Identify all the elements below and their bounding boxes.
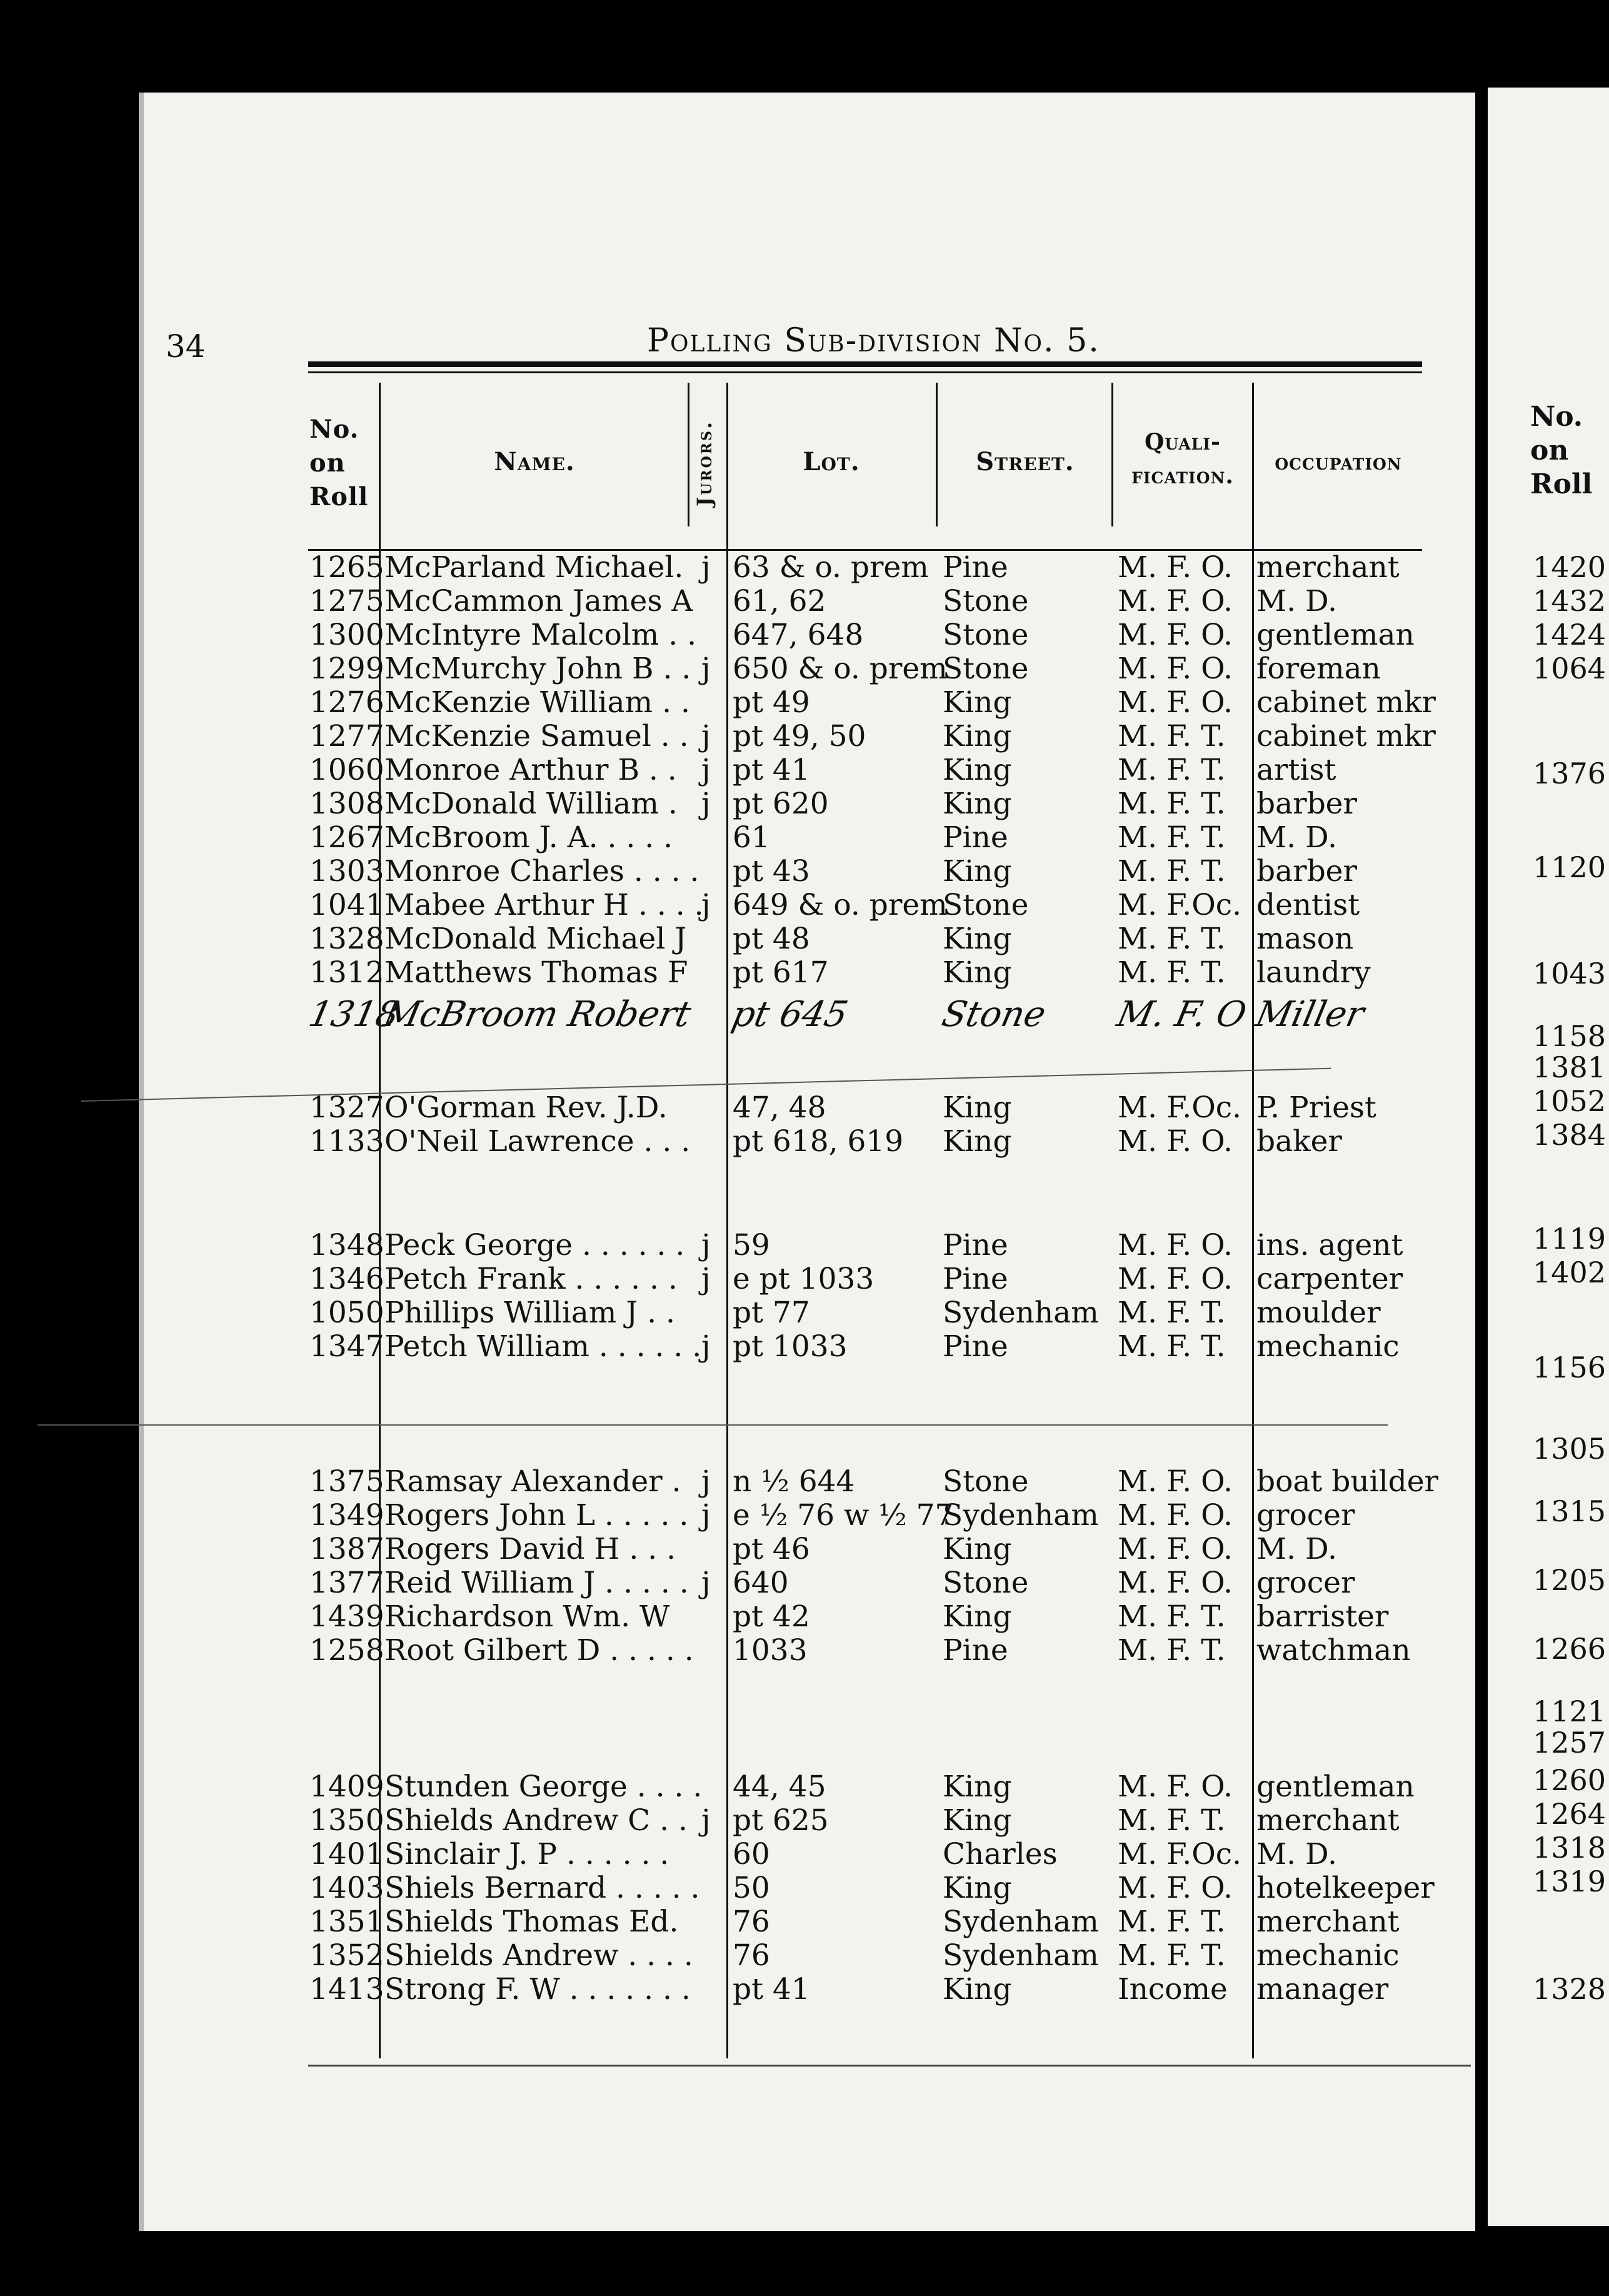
cell-qual: M. F.Oc. [1118,888,1242,922]
cell-no: 1347 [309,1329,384,1364]
adjacent-roll-number: 1156 [1533,1351,1606,1384]
cell-street: Sydenham [943,1498,1099,1533]
cell-occ: moulder [1256,1296,1381,1330]
cell-qual: M. F. O. [1118,1228,1233,1262]
adjacent-roll-number: 1264 [1533,1797,1606,1831]
cell-qual: M. F. T. [1118,1633,1226,1668]
cell-occ: baker [1256,1124,1342,1159]
cell-no: 1303 [309,854,384,889]
cell-lot: e pt 1033 [733,1262,875,1296]
cell-qual: M. F. O. [1118,1498,1233,1533]
cell-street: King [943,1770,1012,1804]
cell-j: j [701,787,711,821]
table-row [0,820,1438,854]
table-row [0,1803,1438,1837]
cell-no: 1439 [309,1599,384,1634]
cell-name: McIntyre Malcolm . . [384,618,697,652]
cell-name: McDonald Michael J [384,922,687,956]
cell-no: 1352 [309,1938,384,1973]
cell-occ: merchant [1256,550,1400,585]
cell-occ: cabinet mkr [1256,685,1436,720]
cell-occ: ins. agent [1256,1228,1403,1262]
cell-name: Phillips William J . . [384,1296,675,1330]
cell-street: Pine [943,1329,1008,1364]
cell-name: Peck George . . . . . . [384,1228,685,1262]
table-row [0,1770,1438,1803]
adjacent-roll-number: 1257 [1533,1726,1606,1760]
table-row [0,1124,1438,1158]
table-row [0,550,1438,584]
adjacent-roll-number: 1384 [1533,1118,1606,1152]
cell-street: Stone [938,994,1050,1035]
cell-no: 1375 [309,1464,384,1499]
cell-qual: M. F. O. [1118,1124,1233,1159]
cell-lot: pt 625 [733,1803,829,1838]
table-row [0,1871,1438,1905]
table-row [0,787,1438,820]
cell-name: O'Neil Lawrence . . . [384,1124,691,1159]
cell-occ: manager [1256,1972,1389,2006]
cell-lot: pt 49 [733,685,810,720]
table-row [0,1599,1438,1633]
table-row [0,1464,1438,1498]
adjacent-roll-number: 1420 [1533,550,1606,584]
cell-street: Stone [943,888,1029,922]
adjacent-roll-number: 1376 [1533,757,1606,790]
cell-qual: M. F. O. [1118,1566,1233,1600]
cell-name: Shields Andrew C . . [384,1803,688,1838]
cell-no: 1318 [305,994,403,1035]
cell-occ: M. D. [1256,1837,1337,1871]
cell-name: McKenzie William . . [384,685,690,720]
cell-no: 1350 [309,1803,384,1838]
cell-lot: 1033 [733,1633,808,1668]
table-row [0,1498,1438,1532]
cell-qual: M. F. T. [1118,1938,1226,1973]
cell-occ: grocer [1256,1566,1355,1600]
adjacent-roll-number: 1052 [1533,1084,1606,1118]
cell-lot: 50 [733,1871,770,1905]
table-row [0,888,1438,922]
cell-name: Rogers David H . . . [384,1532,676,1566]
pencil-line [38,1424,1388,1426]
cell-lot: 59 [733,1228,770,1262]
cell-name: O'Gorman Rev. J.D. [384,1090,668,1125]
cell-street: Pine [943,1262,1008,1296]
cell-occ: barrister [1256,1599,1389,1634]
cell-street: Pine [943,1228,1008,1262]
cell-lot: 44, 45 [733,1770,826,1804]
cell-street: King [943,719,1012,753]
cell-lot: 640 [733,1566,789,1600]
cell-no: 1327 [309,1090,384,1125]
page-number: 34 [166,328,206,365]
cell-occ: watchman [1256,1633,1411,1668]
table-row [0,1090,1438,1124]
cell-occ: M. D. [1256,584,1337,618]
table-row [0,1905,1438,1938]
cell-occ: mechanic [1256,1938,1400,1973]
cell-lot: 47, 48 [733,1090,826,1125]
cell-qual: M. F. O. [1118,1262,1233,1296]
cell-occ: M. D. [1256,1532,1337,1566]
cell-name: Shields Andrew . . . . [384,1938,693,1973]
header-rule-thin [308,371,1422,373]
cell-name: McDonald William . [384,787,678,821]
cell-no: 1267 [309,820,384,855]
col-header-street: Street. [976,447,1075,476]
cell-qual: M. F. O. [1118,1532,1233,1566]
cell-street: Stone [943,618,1029,652]
table-row [0,719,1438,753]
cell-j: j [701,888,711,922]
cell-street: King [943,1599,1012,1634]
cell-qual: M. F. O. [1118,584,1233,618]
cell-occ: carpenter [1256,1262,1403,1296]
cell-qual: M. F. O. [1118,685,1233,720]
cell-lot: n ½ 644 [733,1464,855,1499]
adjacent-roll-number: 1381 [1533,1050,1606,1084]
cell-no: 1403 [309,1871,384,1905]
table-row [0,1566,1438,1599]
cell-street: King [943,1532,1012,1566]
cell-name: Monroe Charles . . . . [384,854,699,889]
cell-qual: M. F. T. [1118,1905,1226,1939]
table-row [0,753,1438,787]
cell-occ: gentleman [1256,1770,1415,1804]
cell-lot: 60 [733,1837,770,1871]
table-row [0,618,1438,652]
header-rule [308,361,1422,367]
cell-street: King [943,854,1012,889]
table-row [0,922,1438,955]
cell-no: 1328 [309,922,384,956]
cell-lot: 61, 62 [733,584,826,618]
adjacent-roll-number: 1119 [1533,1222,1606,1256]
cell-occ: mechanic [1256,1329,1400,1364]
table-row [0,854,1438,888]
table-row [0,1329,1438,1363]
adjacent-col-header: No. on Roll [1530,401,1593,500]
handwritten-row [0,994,1438,1035]
cell-street: King [943,787,1012,821]
cell-qual: M. F. O. [1118,652,1233,686]
cell-qual: M. F. T. [1118,1329,1226,1364]
cell-occ: P. Priest [1256,1090,1376,1125]
adjacent-roll-number: 1121 [1533,1694,1606,1728]
cell-lot: pt 41 [733,753,810,787]
cell-name: McKenzie Samuel . . [384,719,689,753]
cell-occ: mason [1256,922,1354,956]
cell-qual: M. F. T. [1118,922,1226,956]
adjacent-roll-number: 1305 [1533,1432,1606,1466]
col-header-occupation: occupation [1275,449,1402,475]
cell-qual: M. F. O. [1118,1464,1233,1499]
cell-occ: boat builder [1256,1464,1439,1499]
cell-lot: 63 & o. prem [733,550,929,585]
cell-no: 1041 [309,888,384,922]
cell-j: j [701,1262,711,1296]
col-divider [1111,383,1113,526]
cell-qual: M. F. O. [1118,618,1233,652]
cell-street: King [943,1803,1012,1838]
cell-lot: pt 617 [733,955,829,990]
cell-lot: pt 48 [733,922,810,956]
cell-j: j [701,1498,711,1533]
cell-lot: 647, 648 [733,618,864,652]
cell-street: Sydenham [943,1938,1099,1973]
cell-no: 1312 [309,955,384,990]
cell-street: Stone [943,1464,1029,1499]
cell-no: 1348 [309,1228,384,1262]
cell-occ: grocer [1256,1498,1355,1533]
cell-qual: M. F. T. [1118,1296,1226,1330]
col-divider [688,383,689,526]
cell-j: j [701,753,711,787]
table-row [0,1972,1438,2006]
cell-lot: e ½ 76 w ½ 77 [733,1498,954,1533]
cell-lot: pt 620 [733,787,829,821]
cell-lot: 61 [733,820,770,855]
cell-name: Richardson Wm. W [384,1599,670,1634]
cell-occ: artist [1256,753,1336,787]
cell-street: Sydenham [943,1296,1099,1330]
table-row [0,584,1438,618]
cell-lot: pt 645 [728,994,851,1035]
cell-qual: M. F.Oc. [1118,1837,1242,1871]
cell-no: 1276 [309,685,384,720]
cell-j: j [701,1228,711,1262]
cell-no: 1349 [309,1498,384,1533]
cell-name: McCammon James A [384,584,693,618]
cell-j: j [701,652,711,686]
cell-street: King [943,1090,1012,1125]
cell-street: King [943,685,1012,720]
cell-no: 1060 [309,753,384,787]
cell-no: 1346 [309,1262,384,1296]
cell-lot: pt 1033 [733,1329,848,1364]
cell-occ: barber [1256,854,1357,889]
cell-qual: M. F. O. [1118,1770,1233,1804]
cell-j: j [701,550,711,585]
cell-no: 1409 [309,1770,384,1804]
cell-lot: pt 42 [733,1599,810,1634]
adjacent-roll-number: 1402 [1533,1256,1606,1289]
page-header [166,316,1403,365]
cell-no: 1258 [309,1633,384,1668]
cell-qual: M. F. T. [1118,753,1226,787]
cell-occ: laundry [1256,955,1371,990]
cell-occ: gentleman [1256,618,1415,652]
cell-occ: dentist [1256,888,1360,922]
cell-qual: M. F.Oc. [1118,1090,1242,1125]
cell-street: Pine [943,550,1008,585]
cell-name: Root Gilbert D . . . . . [384,1633,694,1668]
cell-j: j [701,1464,711,1499]
adjacent-roll-number: 1043 [1533,957,1606,990]
cell-qual: M. F. T. [1118,1803,1226,1838]
cell-qual: M. F. T. [1118,719,1226,753]
cell-no: 1265 [309,550,384,585]
cell-qual: M. F. T. [1118,854,1226,889]
cell-name: Shiels Bernard . . . . . [384,1871,700,1905]
col-header-name: Name. [494,447,575,476]
cell-street: King [943,955,1012,990]
cell-lot: 76 [733,1938,770,1973]
cell-lot: pt 46 [733,1532,810,1566]
cell-lot: 76 [733,1905,770,1939]
cell-j: j [701,1566,711,1600]
cell-name: Sinclair J. P . . . . . . [384,1837,669,1871]
cell-no: 1133 [309,1124,384,1159]
table-row [0,1262,1438,1296]
adjacent-roll-number: 1328 [1533,1972,1606,2006]
cell-no: 1351 [309,1905,384,1939]
adjacent-roll-number: 1205 [1533,1563,1606,1597]
cell-street: Pine [943,1633,1008,1668]
cell-j: j [701,719,711,753]
col-divider [936,383,938,526]
table-row [0,1296,1438,1329]
table-row [0,652,1438,685]
adjacent-roll-number: 1318 [1533,1831,1606,1865]
cell-qual: M. F. O. [1118,1871,1233,1905]
adjacent-roll-number: 1064 [1533,652,1606,685]
cell-street: King [943,922,1012,956]
cell-lot: 649 & o. prem [733,888,948,922]
cell-occ: barber [1256,787,1357,821]
cell-qual: M. F. T. [1118,820,1226,855]
cell-qual: M. F. O. [1118,550,1233,585]
cell-name: Rogers John L . . . . . [384,1498,689,1533]
cell-name: McParland Michael. [384,550,684,585]
cell-street: Stone [943,652,1029,686]
adjacent-roll-number: 1260 [1533,1763,1606,1797]
cell-street: King [943,1871,1012,1905]
table-row [0,1837,1438,1871]
cell-no: 1275 [309,584,384,618]
cell-no: 1050 [309,1296,384,1330]
cell-street: Pine [943,820,1008,855]
cell-no: 1277 [309,719,384,753]
cell-no: 1413 [309,1972,384,2006]
cell-street: King [943,1972,1012,2006]
cell-no: 1299 [309,652,384,686]
cell-street: Stone [943,584,1029,618]
cell-no: 1300 [309,618,384,652]
cell-qual: M. F. O [1113,994,1250,1035]
cell-street: Stone [943,1566,1029,1600]
cell-occ: merchant [1256,1803,1400,1838]
table-row [0,1532,1438,1566]
cell-name: Matthews Thomas F [384,955,688,990]
cell-occ: cabinet mkr [1256,719,1436,753]
adjacent-roll-number: 1432 [1533,584,1606,618]
cell-qual: M. F. T. [1118,787,1226,821]
page-title: Polling Sub-division No. 5. [647,322,1100,360]
cell-name: Strong F. W . . . . . . . [384,1972,691,2006]
cell-name: Shields Thomas Ed. [384,1905,679,1939]
cell-name: Stunden George . . . . [384,1770,703,1804]
table-row [0,1633,1438,1667]
cell-street: Charles [943,1837,1058,1871]
bottom-rule [308,2065,1471,2067]
cell-name: Petch William . . . . . . [384,1329,702,1364]
cell-name: Reid William J . . . . . [384,1566,689,1600]
table-row [0,955,1438,989]
cell-name: McBroom Robert [380,994,695,1035]
cell-lot: pt 41 [733,1972,810,2006]
cell-no: 1308 [309,787,384,821]
cell-name: Petch Frank . . . . . . [384,1262,678,1296]
adjacent-roll-number: 1319 [1533,1865,1606,1898]
cell-name: Monroe Arthur B . . [384,753,677,787]
cell-j: j [701,1803,711,1838]
cell-no: 1401 [309,1837,384,1871]
cell-name: Ramsay Alexander . [384,1464,681,1499]
col-header-qualification: Quali- fication. [1131,429,1234,489]
cell-no: 1377 [309,1566,384,1600]
cell-lot: 650 & o. prem [733,652,948,686]
table-row [0,1228,1438,1262]
cell-street: King [943,1124,1012,1159]
cell-qual: Income [1118,1972,1228,2006]
col-header-jurors: Jurors. [693,420,716,506]
cell-no: 1387 [309,1532,384,1566]
cell-occ: foreman [1256,652,1381,686]
cell-lot: pt 43 [733,854,810,889]
col-header-lot: Lot. [803,447,860,476]
cell-name: McMurchy John B . . [384,652,691,686]
cell-qual: M. F. T. [1118,1599,1226,1634]
adjacent-roll-number: 1266 [1533,1632,1606,1666]
cell-lot: pt 49, 50 [733,719,866,753]
table-row [0,685,1438,719]
adjacent-roll-number: 1424 [1533,618,1606,652]
cell-occ: hotelkeeper [1256,1871,1435,1905]
cell-occ: merchant [1256,1905,1400,1939]
cell-j: j [701,1329,711,1364]
cell-street: Sydenham [943,1905,1099,1939]
adjacent-roll-number: 1158 [1533,1019,1606,1053]
cell-occ: M. D. [1256,820,1337,855]
cell-lot: pt 618, 619 [733,1124,904,1159]
table-row [0,1938,1438,1972]
cell-name: McBroom J. A. . . . . [384,820,673,855]
adjacent-roll-number: 1315 [1533,1494,1606,1528]
col-header-no: No. on Roll [309,415,369,511]
cell-street: King [943,753,1012,787]
cell-name: Mabee Arthur H . . . . [384,888,704,922]
adjacent-roll-number: 1120 [1533,850,1606,884]
cell-occ: Miller [1252,994,1368,1035]
cell-qual: M. F. T. [1118,955,1226,990]
cell-lot: pt 77 [733,1296,810,1330]
